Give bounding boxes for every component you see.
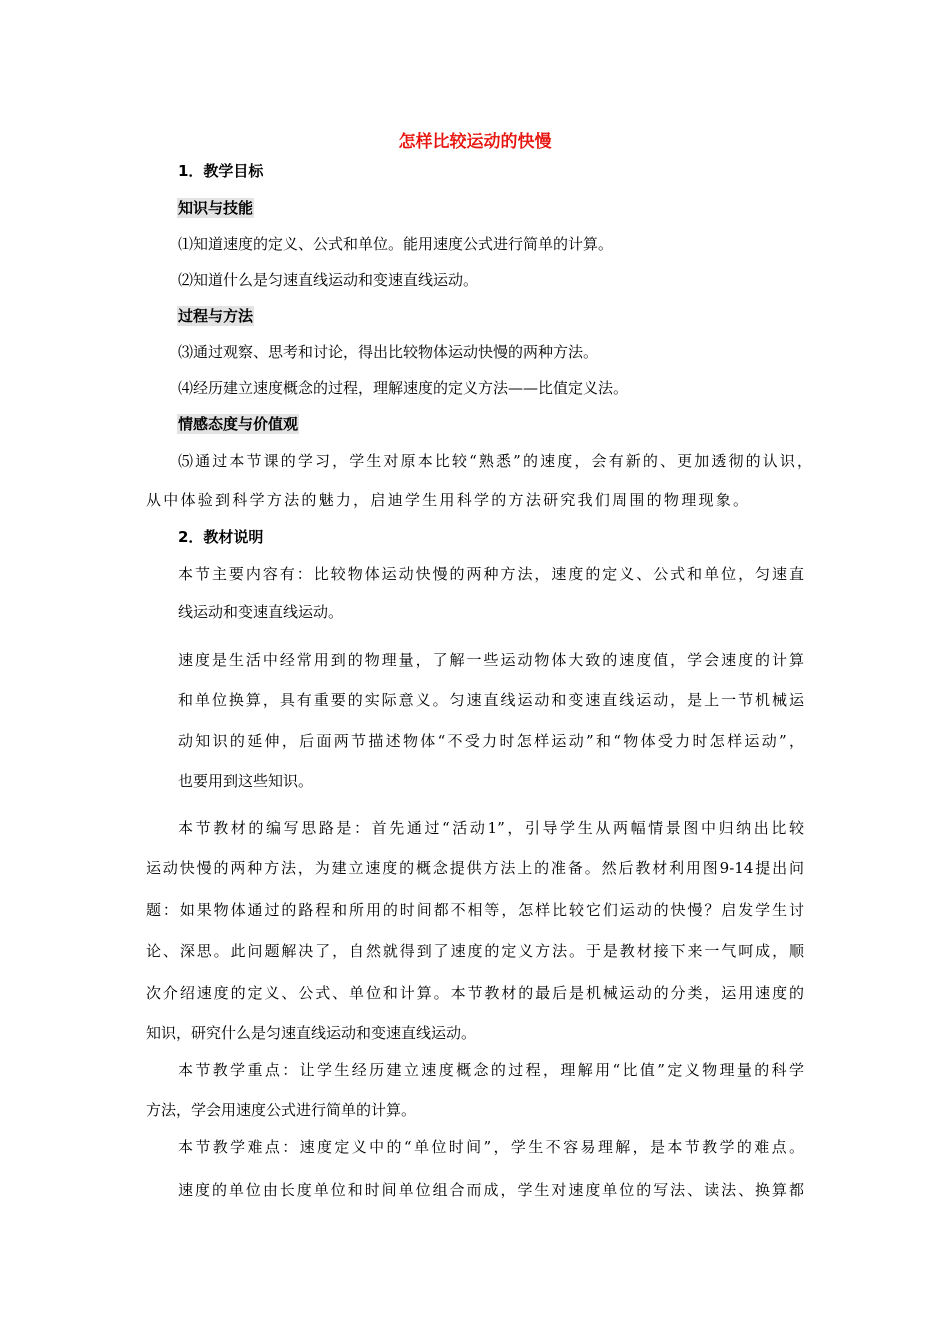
- material-para-3-line-5: 次介绍速度的定义、公式、单位和计算。本节教材的最后是机械运动的分类，运用速度的: [146, 984, 804, 1002]
- subheading-emotion-values: 情感态度与价值观: [178, 415, 299, 433]
- material-para-2-line-3: 动知识的延伸，后面两节描述物体“不受力时怎样运动”和“物体受力时怎样运动”，: [178, 732, 804, 750]
- material-para-4-line-2: 方法，学会用速度公式进行简单的计算。: [146, 1101, 417, 1119]
- goal-item-5-line-2: 从中体验到科学方法的魅力，启迪学生用科学的方法研究我们周围的物理现象。: [146, 491, 748, 509]
- material-para-2-line-4: 也要用到这些知识。: [178, 772, 314, 790]
- material-para-3-line-3: 题：如果物体通过的路程和所用的时间都不相等，怎样比较它们运动的快慢？启发学生讨: [146, 901, 804, 919]
- subheading-knowledge-skills: 知识与技能: [178, 199, 254, 217]
- material-para-3-line-6: 知识，研究什么是匀速直线运动和变速直线运动。: [146, 1024, 477, 1042]
- material-para-3-line-1: 本节教材的编写思路是：首先通过“活动1”，引导学生从两幅情景图中归纳出比较: [178, 819, 804, 837]
- goal-item-5-line-1: ⑸通过本节课的学习，学生对原本比较“熟悉”的速度，会有新的、更加透彻的认识，: [178, 452, 812, 470]
- goal-item-1: ⑴知道速度的定义、公式和单位。能用速度公式进行简单的计算。: [178, 235, 614, 253]
- material-para-5-line-1: 本节教学难点：速度定义中的“单位时间”，学生不容易理解，是本节教学的难点。: [178, 1138, 804, 1156]
- goal-item-2: ⑵知道什么是匀速直线运动和变速直线运动。: [178, 271, 479, 289]
- material-para-2-line-1: 速度是生活中经常用到的物理量，了解一些运动物体大致的速度值，学会速度的计算: [178, 651, 804, 669]
- document-title: 怎样比较运动的快慢: [398, 132, 552, 152]
- section-heading-material-notes: 2．教材说明: [178, 528, 264, 546]
- material-para-3-line-4: 论、深思。此问题解决了，自然就得到了速度的定义方法。于是教材接下来一气呵成，顺: [146, 942, 804, 960]
- material-para-1-line-2: 线运动和变速直线运动。: [178, 603, 344, 621]
- goal-item-4: ⑷经历建立速度概念的过程，理解速度的定义方法——比值定义法。: [178, 379, 629, 397]
- material-para-1-line-1: 本节主要内容有：比较物体运动快慢的两种方法，速度的定义、公式和单位，匀速直: [178, 565, 804, 583]
- section-heading-teaching-goals: 1．教学目标: [178, 162, 264, 180]
- material-para-6-line-1: 速度的单位由长度单位和时间单位组合而成，学生对速度单位的写法、读法、换算都: [178, 1181, 804, 1199]
- material-para-2-line-2: 和单位换算，具有重要的实际意义。匀速直线运动和变速直线运动，是上一节机械运: [178, 691, 804, 709]
- material-para-3-line-2: 运动快慢的两种方法，为建立速度的概念提供方法上的准备。然后教材利用图9-14提出问: [146, 859, 804, 877]
- goal-item-3: ⑶通过观察、思考和讨论，得出比较物体运动快慢的两种方法。: [178, 343, 599, 361]
- material-para-4-line-1: 本节教学重点：让学生经历建立速度概念的过程，理解用“比值”定义物理量的科学: [178, 1061, 804, 1079]
- subheading-process-methods: 过程与方法: [178, 307, 254, 325]
